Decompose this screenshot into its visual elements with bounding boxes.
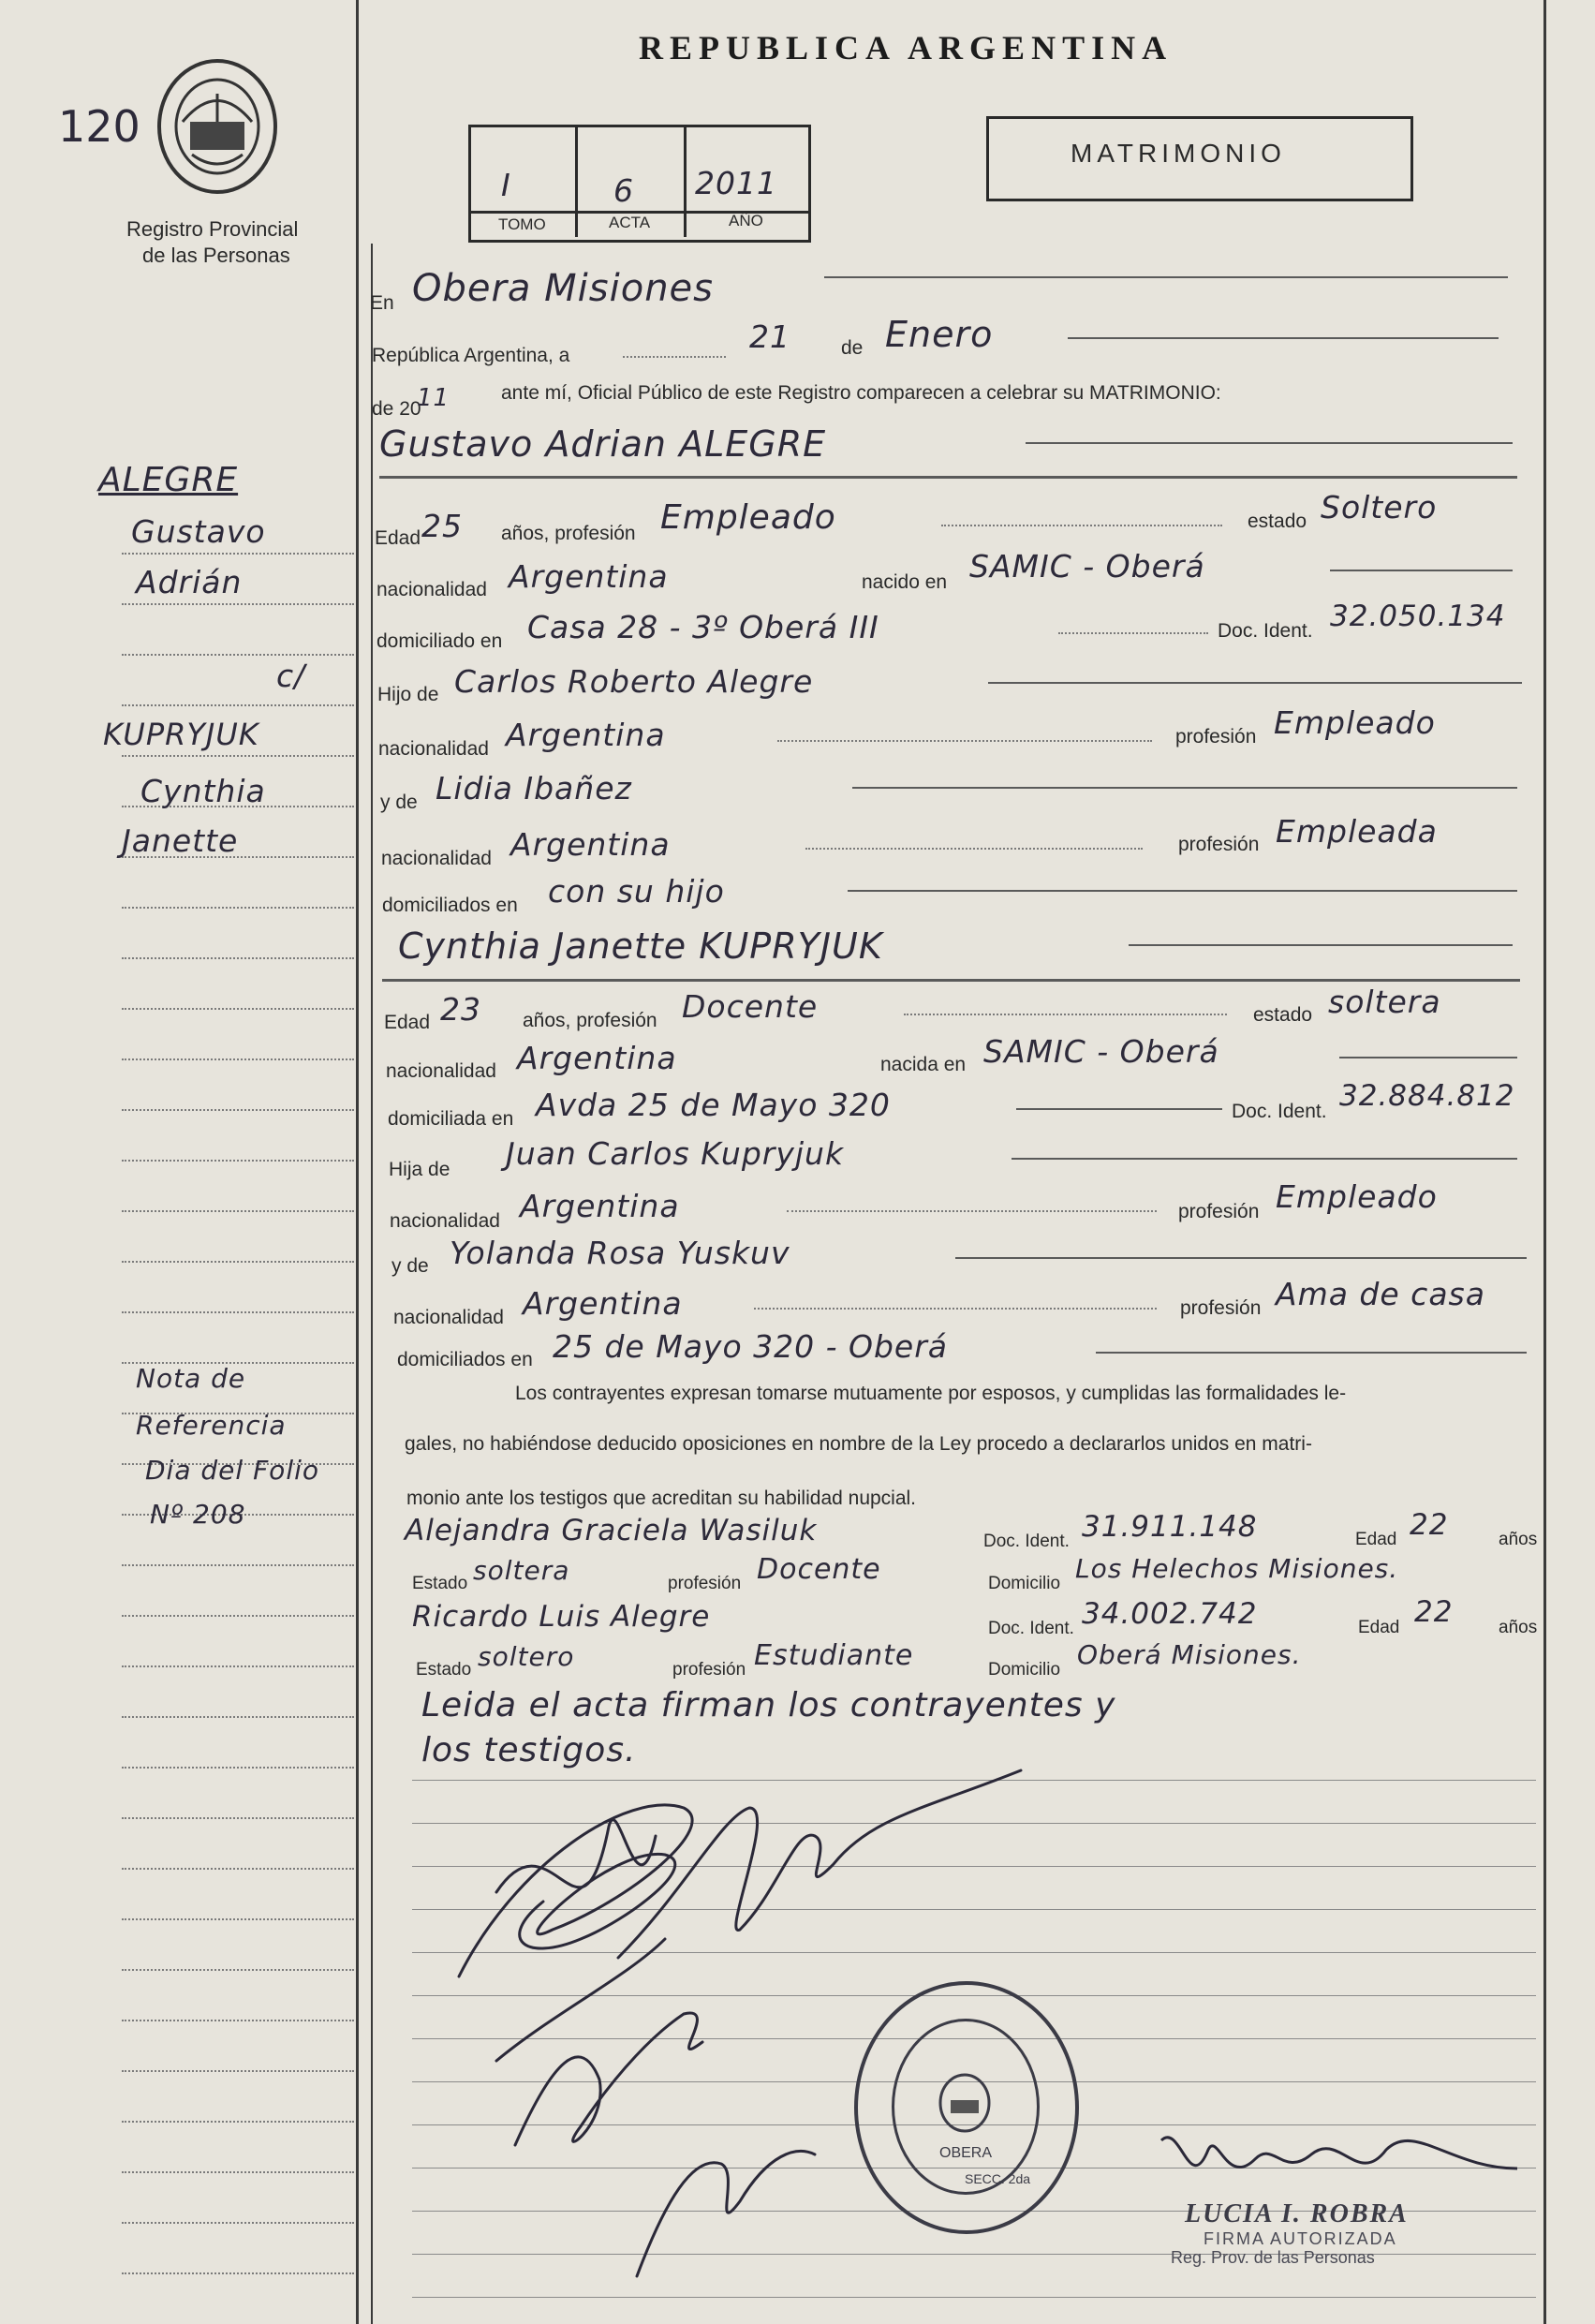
bride-mother-nationality: Argentina xyxy=(523,1285,683,1322)
bride-father-label: Hija de xyxy=(389,1159,450,1180)
intro-statement: ante mí, Oficial Público de este Registro comparecen a celebrar su MATRIMONIO: xyxy=(501,382,1221,404)
witness1-profession-label: profesión xyxy=(668,1574,742,1593)
margin-ruled-line xyxy=(122,553,354,555)
bride-birthplace-label: nacida en xyxy=(880,1054,967,1075)
margin-ruled-line xyxy=(122,1665,354,1667)
margin-given2b: Janette xyxy=(122,822,239,859)
frame-line-right xyxy=(1543,0,1546,2324)
witness1-address: Los Helechos Misiones. xyxy=(1075,1553,1399,1584)
groom-father-nat-label: nacionalidad xyxy=(378,738,489,760)
bride-nationality-label: nacionalidad xyxy=(386,1060,496,1082)
frame-line-inner xyxy=(371,244,373,2324)
bride-mother: Yolanda Rosa Yuskuv xyxy=(450,1235,790,1271)
witness1-age: 22 xyxy=(1410,1508,1449,1542)
bride-mother-nat-label: nacionalidad xyxy=(393,1307,504,1328)
margin-ruled-line xyxy=(122,654,354,656)
groom-address: Casa 28 - 3º Oberá III xyxy=(527,609,879,645)
margin-given2a: Cynthia xyxy=(140,773,266,809)
groom-mother-label: y de xyxy=(380,792,418,813)
margin-given1b: Adrián xyxy=(136,564,243,600)
bride-parents-address: 25 de Mayo 320 - Oberá xyxy=(553,1328,949,1365)
year-prefix: de 20 xyxy=(372,398,421,420)
groom-doc-id: 32.050.134 xyxy=(1330,600,1506,633)
groom-parents-address: con su hijo xyxy=(548,873,725,910)
official-org: Reg. Prov. de las Personas xyxy=(1171,2248,1375,2267)
groom-status-label: estado xyxy=(1248,511,1307,532)
bride-nationality: Argentina xyxy=(517,1040,677,1076)
bride-father-prof-label: profesión xyxy=(1178,1201,1260,1222)
declaration-line2: gales, no habiéndose deducido oposiciones en nombre de la Ley procedo a declararlos unidos en matri- xyxy=(405,1433,1312,1455)
margin-ruled-line xyxy=(122,1311,354,1313)
bride-profession: Docente xyxy=(682,988,819,1025)
stamp-center-text: OBERA xyxy=(939,2145,993,2161)
margin-ruled-line xyxy=(122,2070,354,2072)
groom-father-profession: Empleado xyxy=(1274,704,1436,741)
page-number: 120 xyxy=(58,101,140,152)
intro-year: 11 xyxy=(417,384,450,412)
tomo-value: I xyxy=(501,167,511,203)
margin-ruled-line xyxy=(122,1160,354,1162)
margin-ruled-line xyxy=(122,1868,354,1870)
groom-nationality: Argentina xyxy=(509,558,669,595)
registry-line1: Registro Provincial xyxy=(126,217,299,241)
margin-ruled-line xyxy=(122,907,354,909)
de-label: de xyxy=(841,337,864,359)
groom-profession-label: años, profesión xyxy=(501,523,636,544)
witness2-doc-label: Doc. Ident. xyxy=(988,1619,1074,1638)
intro-place: Obera Misiones xyxy=(412,267,715,310)
groom-mother-nationality: Argentina xyxy=(510,826,671,863)
witness1-status-label: Estado xyxy=(412,1574,468,1593)
groom-status: Soltero xyxy=(1321,489,1438,525)
document-type: MATRIMONIO xyxy=(1071,139,1286,168)
bride-father-profession: Empleado xyxy=(1276,1178,1438,1215)
margin-ruled-line xyxy=(122,603,354,605)
witness1-doc-id: 31.911.148 xyxy=(1082,1510,1258,1544)
witness1-age-label: Edad xyxy=(1355,1530,1397,1549)
bride-doc-id: 32.884.812 xyxy=(1339,1079,1515,1113)
margin-ruled-line xyxy=(122,1109,354,1111)
witness1-doc-label: Doc. Ident. xyxy=(983,1532,1070,1551)
witness1-address-label: Domicilio xyxy=(988,1574,1061,1593)
groom-doc-label: Doc. Ident. xyxy=(1218,620,1313,642)
groom-father: Carlos Roberto Alegre xyxy=(454,663,814,700)
margin-ruled-line xyxy=(122,1008,354,1010)
margin-ruled-line xyxy=(122,1817,354,1819)
witness2-status-label: Estado xyxy=(416,1660,472,1680)
acta-value: 6 xyxy=(613,172,634,209)
margin-surname1: ALEGRE xyxy=(98,461,239,499)
groom-father-label: Hijo de xyxy=(377,684,439,705)
groom-mother: Lidia Ibañez xyxy=(436,770,632,807)
margin-ruled-line xyxy=(122,1969,354,1971)
bride-age: 23 xyxy=(440,991,481,1028)
margin-ruled-line xyxy=(122,1716,354,1718)
witness2-age: 22 xyxy=(1414,1595,1454,1629)
republica-label: República Argentina, a xyxy=(372,345,570,366)
bride-father: Juan Carlos Kupryjuk xyxy=(506,1135,845,1172)
witness2-status: soltero xyxy=(478,1641,575,1672)
witness2-doc-id: 34.002.742 xyxy=(1082,1597,1258,1631)
groom-mother-prof-label: profesión xyxy=(1178,834,1260,855)
official-title: FIRMA AUTORIZADA xyxy=(1204,2229,1397,2248)
bride-address-label: domiciliada en xyxy=(388,1108,514,1130)
margin-connector: c/ xyxy=(276,658,306,694)
frame-line-left xyxy=(356,0,359,2324)
anio-label: AÑO xyxy=(729,212,763,229)
bride-doc-label: Doc. Ident. xyxy=(1232,1101,1327,1122)
witness1-profession: Docente xyxy=(757,1553,881,1586)
intro-month: Enero xyxy=(885,314,994,355)
witness2-profession: Estudiante xyxy=(754,1639,914,1672)
margin-note3: Dia del Folio xyxy=(145,1455,320,1486)
bride-full-name: Cynthia Janette KUPRYJUK xyxy=(398,925,883,967)
groom-mother-profession: Empleada xyxy=(1276,813,1438,850)
provincial-seal-icon xyxy=(155,56,281,197)
bride-birthplace: SAMIC - Oberá xyxy=(983,1033,1219,1070)
groom-age-label: Edad xyxy=(375,527,421,549)
witness2-name: Ricardo Luis Alegre xyxy=(412,1600,711,1634)
intro-day: 21 xyxy=(749,318,790,355)
margin-ruled-line xyxy=(122,2171,354,2173)
witness2-years-label: años xyxy=(1499,1618,1538,1637)
bride-father-nat-label: nacionalidad xyxy=(390,1210,500,1232)
margin-ruled-line xyxy=(122,1564,354,1566)
margin-ruled-line xyxy=(122,1615,354,1617)
margin-note4: Nº 208 xyxy=(150,1499,246,1530)
groom-father-prof-label: profesión xyxy=(1175,726,1257,748)
groom-father-nationality: Argentina xyxy=(506,717,666,753)
margin-ruled-line xyxy=(122,704,354,706)
tomo-label: TOMO xyxy=(498,215,546,233)
margin-note1: Nota de xyxy=(136,1363,246,1394)
margin-ruled-line xyxy=(122,1918,354,1920)
witness1-name: Alejandra Graciela Wasiluk xyxy=(405,1514,818,1547)
groom-parents-address-label: domiciliados en xyxy=(382,895,518,916)
bride-parents-address-label: domiciliados en xyxy=(397,1349,533,1370)
groom-mother-nat-label: nacionalidad xyxy=(381,848,492,869)
margin-ruled-line xyxy=(122,2222,354,2224)
official-name: LUCIA I. ROBRA xyxy=(1185,2199,1409,2228)
declaration-line3: monio ante los testigos que acreditan su habilidad nupcial. xyxy=(406,1488,917,1509)
country-title: REPUBLICA ARGENTINA xyxy=(639,29,1174,67)
bride-status-label: estado xyxy=(1253,1004,1313,1026)
stamp-emblem-icon xyxy=(937,2072,993,2134)
groom-nationality-label: nacionalidad xyxy=(377,579,487,600)
bride-age-label: Edad xyxy=(384,1012,431,1033)
margin-note2: Referencia xyxy=(136,1410,287,1441)
bride-mother-prof-label: profesión xyxy=(1180,1297,1262,1319)
margin-ruled-line xyxy=(122,1210,354,1212)
groom-birthplace: SAMIC - Oberá xyxy=(969,548,1205,585)
witness2-address: Oberá Misiones. xyxy=(1077,1639,1302,1670)
groom-profession: Empleado xyxy=(660,498,836,537)
witness2-profession-label: profesión xyxy=(672,1660,746,1680)
margin-ruled-line xyxy=(122,1767,354,1769)
bride-mother-profession: Ama de casa xyxy=(1276,1276,1485,1312)
acta-label: ACTA xyxy=(609,214,651,231)
bride-father-nationality: Argentina xyxy=(520,1188,680,1224)
closing-line2: los testigos. xyxy=(421,1731,637,1769)
margin-ruled-line xyxy=(122,755,354,757)
margin-given1a: Gustavo xyxy=(131,513,266,550)
witness1-status: soltera xyxy=(473,1555,570,1586)
margin-ruled-line xyxy=(122,2020,354,2021)
groom-age: 25 xyxy=(421,508,463,544)
anio-value: 2011 xyxy=(695,165,777,201)
en-label: En xyxy=(370,292,394,314)
margin-ruled-line xyxy=(122,2272,354,2274)
margin-ruled-line xyxy=(122,957,354,959)
groom-birthplace-label: nacido en xyxy=(862,571,948,593)
groom-full-name: Gustavo Adrian ALEGRE xyxy=(379,423,827,465)
bride-address: Avda 25 de Mayo 320 xyxy=(536,1087,891,1123)
declaration-line1: Los contrayentes expresan tomarse mutuamente por esposos, y cumplidas las formalidades le- xyxy=(515,1383,1347,1404)
witness1-years-label: años xyxy=(1499,1530,1538,1549)
bride-profession-label: años, profesión xyxy=(523,1010,657,1031)
bride-mother-label: y de xyxy=(391,1255,429,1277)
bride-status: soltera xyxy=(1328,984,1441,1020)
margin-ruled-line xyxy=(122,1058,354,1060)
groom-address-label: domiciliado en xyxy=(377,630,503,652)
margin-ruled-line xyxy=(122,2121,354,2123)
closing-line1: Leida el acta firman los contrayentes y xyxy=(421,1686,1116,1724)
margin-surname2: KUPRYJUK xyxy=(103,717,259,752)
witness2-address-label: Domicilio xyxy=(988,1660,1061,1680)
witness2-age-label: Edad xyxy=(1358,1618,1400,1637)
margin-ruled-line xyxy=(122,1261,354,1263)
registry-line2: de las Personas xyxy=(142,244,290,267)
stamp-section: SECC. 2da xyxy=(965,2171,1031,2186)
